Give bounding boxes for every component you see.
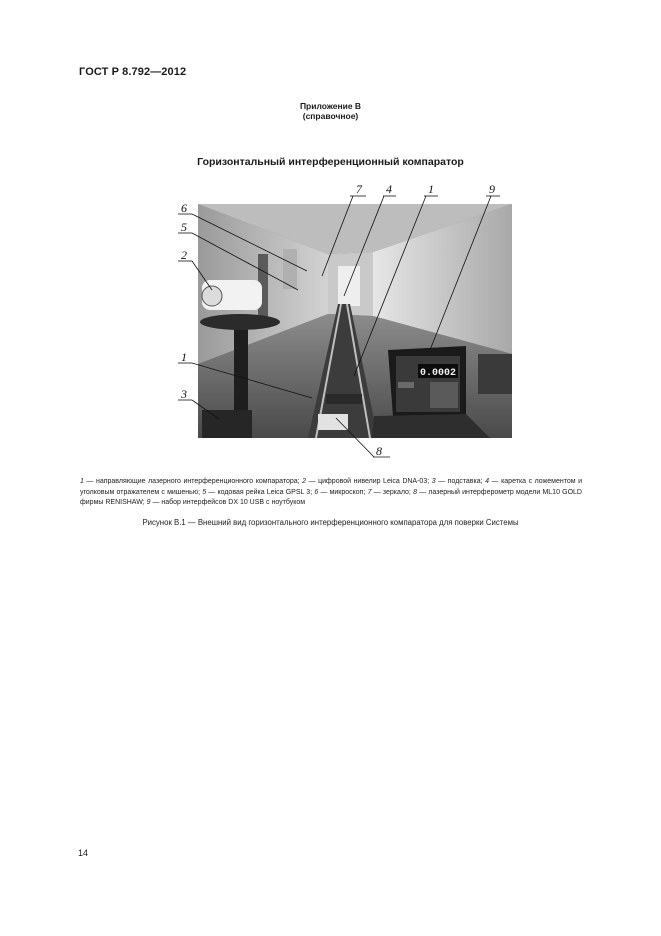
legend-num: 2: [302, 478, 307, 485]
callout-1-top: 1: [428, 182, 434, 196]
legend-num: 5: [202, 488, 207, 496]
legend-num: 9: [146, 499, 151, 507]
callout-4: 4: [386, 182, 392, 196]
annex-title: Приложение В: [299, 101, 362, 111]
legend-num: 3: [431, 478, 436, 485]
standard-designation: ГОСТ Р 8.792—2012: [79, 66, 187, 78]
legend-text: — зеркало;: [371, 488, 414, 496]
callout-1-left: 1: [181, 350, 187, 364]
legend-text: — каретка с ложементом и уголковым отражателем с мишенью;: [80, 478, 583, 496]
legend-num: 7: [367, 488, 372, 496]
callout-7: 7: [356, 182, 362, 196]
legend-text: — набор интерфейсов DX 10 USB с ноутбуком: [150, 499, 306, 507]
callout-9: 9: [489, 182, 495, 196]
figure-title: Горизонтальный интерференционный компаратор: [197, 156, 464, 168]
comparator-photo: [198, 204, 512, 438]
screen-readout: 0.0002: [419, 368, 457, 379]
callout-6: 6: [181, 201, 187, 215]
page-number: 14: [78, 848, 89, 858]
callout-5: 5: [181, 220, 187, 234]
legend-text: — лазерный интерферометр модели ML10 GOLD фирмы RENISHAW;: [80, 488, 582, 507]
callout-2: 2: [181, 248, 187, 262]
figure-legend: [80, 477, 582, 509]
callout-3: 3: [181, 387, 187, 401]
legend-text: — цифровой нивелир Leica DNA-03;: [306, 478, 432, 485]
legend-text: — микроскоп;: [318, 488, 368, 496]
legend-text: — кодовая рейка Leica GPSL 3;: [206, 488, 315, 496]
annex-subtitle: (справочное): [302, 111, 359, 121]
callout-8: 8: [376, 444, 382, 458]
legend-num: 4: [485, 478, 490, 485]
legend-num: 1: [80, 478, 84, 485]
legend-text: — направляющие лазерного интерференционного компаратора;: [83, 478, 303, 485]
legend-num: 8: [413, 488, 417, 496]
figure-caption: Рисунок В.1 — Внешний вид горизонтального интерференционного компаратора для поверки Системы: [142, 518, 519, 527]
legend-text: — подставка;: [435, 478, 486, 485]
legend-num: 6: [314, 488, 319, 496]
